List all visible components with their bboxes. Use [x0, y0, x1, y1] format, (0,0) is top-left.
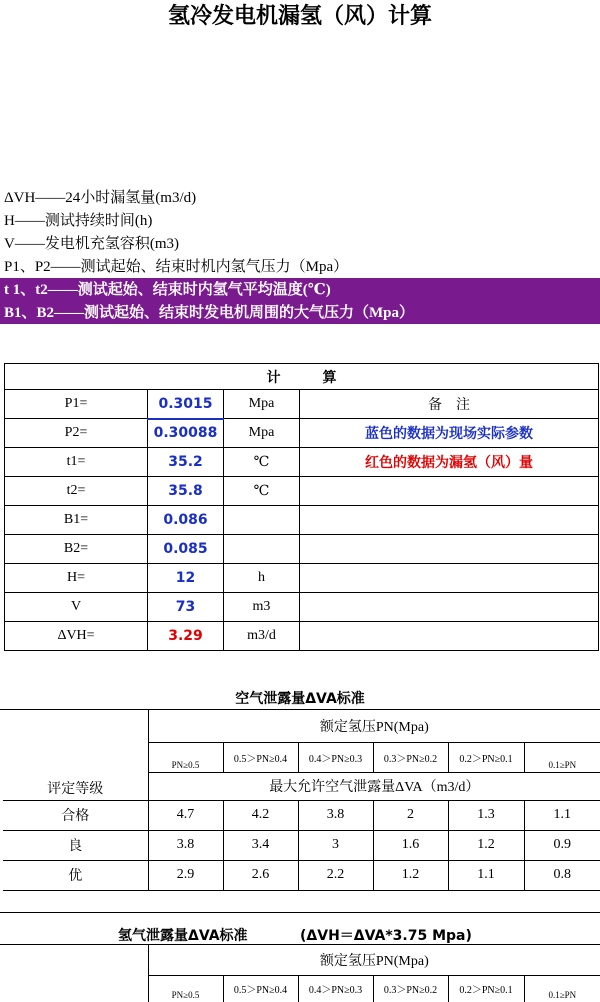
pressure-range: 0.1≥PN	[524, 742, 600, 772]
remark-empty	[300, 477, 599, 506]
h2-grade-cell	[3, 945, 148, 1002]
table-cell: 2.2	[298, 860, 373, 890]
calc-value: 0.085	[148, 535, 224, 564]
pressure-range: 0.2＞PN≥0.1	[448, 742, 524, 772]
calc-value: 73	[148, 593, 224, 622]
calc-label: P1=	[5, 390, 148, 419]
page-title: 氢冷发电机漏氢（风）计算	[167, 4, 432, 29]
pressure-header: 额定氢压PN(Mpa)	[148, 710, 600, 742]
remark-empty	[300, 506, 599, 535]
definition-v: V——发电机充氢容积(m3)	[4, 236, 179, 252]
h2-pressure-header: 额定氢压PN(Mpa)	[148, 945, 600, 975]
calc-label: V	[5, 593, 148, 622]
calc-value: 0.086	[148, 506, 224, 535]
calc-table	[4, 363, 599, 651]
table-cell: 2.6	[223, 860, 298, 890]
table-cell: 3	[298, 830, 373, 860]
table-cell: 1.3	[448, 800, 524, 830]
table-cell: 3.8	[148, 830, 223, 860]
table-cell: 1.2	[373, 860, 448, 890]
calc-label: H=	[5, 564, 148, 593]
table-cell: 4.7	[148, 800, 223, 830]
h2-table	[3, 945, 600, 1002]
calc-label: t1=	[5, 448, 148, 477]
definition-h: H——测试持续时间(h)	[4, 213, 153, 229]
calc-header: 计 算	[5, 364, 599, 390]
calc-unit: h	[224, 564, 300, 593]
calc-label: P2=	[5, 419, 148, 448]
pressure-range: 0.2＞PN≥0.1	[448, 975, 524, 1002]
grade-label: 评定等级	[3, 710, 148, 800]
table-cell: 3.8	[298, 800, 373, 830]
grade-name: 优	[3, 860, 148, 890]
calc-unit: m3	[224, 593, 300, 622]
h2-section-line	[0, 912, 600, 913]
calc-unit	[224, 535, 300, 564]
calc-label: ΔVH=	[5, 622, 148, 651]
h2-table-title: 氢气泄露量ΔVA标准	[118, 928, 248, 944]
table-cell: 0.9	[524, 830, 600, 860]
table-cell: 2	[373, 800, 448, 830]
pressure-range: 0.4＞PN≥0.3	[298, 742, 373, 772]
calc-result-value: 3.29	[148, 622, 224, 651]
calc-label: t2=	[5, 477, 148, 506]
table-cell: 1.1	[524, 800, 600, 830]
h2-table-formula: (ΔVH＝ΔVA*3.75 Mpa)	[300, 928, 472, 944]
table-cell: 1.1	[448, 860, 524, 890]
remark-empty	[300, 535, 599, 564]
table-cell: 4.2	[223, 800, 298, 830]
calc-label: B2=	[5, 535, 148, 564]
grade-name: 合格	[3, 800, 148, 830]
remark-red: 红色的数据为漏氢（风）量	[300, 448, 599, 477]
calc-label: B1=	[5, 506, 148, 535]
pressure-range: 0.3＞PN≥0.2	[373, 975, 448, 1002]
pressure-range: 0.3＞PN≥0.2	[373, 742, 448, 772]
table-cell: 3.4	[223, 830, 298, 860]
definition-b: B1、B2——测试起始、结束时发电机周围的大气压力（Mpa）	[4, 305, 415, 321]
calc-unit: ℃	[224, 477, 300, 506]
remark-empty	[300, 564, 599, 593]
pressure-range: 0.4＞PN≥0.3	[298, 975, 373, 1002]
pressure-range: PN≥0.5	[148, 742, 223, 772]
pressure-range: PN≥0.5	[148, 975, 223, 1002]
definition-dvh: ΔVH——24小时漏氢量(m3/d)	[4, 190, 197, 206]
pressure-range: 0.5＞PN≥0.4	[223, 975, 298, 1002]
max-leak-label: 最大允许空气泄露量ΔVA（m3/d）	[148, 772, 600, 800]
remark-empty	[300, 622, 599, 651]
remark-empty	[300, 593, 599, 622]
calc-value: 0.3015	[148, 390, 224, 419]
air-table-title: 空气泄露量ΔVA标准	[235, 691, 365, 707]
table-cell: 2.9	[148, 860, 223, 890]
definition-p: P1、P2——测试起始、结束时机内氢气压力（Mpa）	[4, 259, 349, 275]
pressure-range: 0.1≥PN	[524, 975, 600, 1002]
remark-blue: 蓝色的数据为现场实际参数	[300, 419, 599, 448]
air-table	[3, 710, 600, 891]
calc-unit: ℃	[224, 448, 300, 477]
table-cell: 1.6	[373, 830, 448, 860]
calc-value: 0.30088	[148, 419, 224, 448]
grade-name: 良	[3, 830, 148, 860]
table-cell: 1.2	[448, 830, 524, 860]
calc-unit: Mpa	[224, 390, 300, 419]
calc-value: 12	[148, 564, 224, 593]
calc-value: 35.8	[148, 477, 224, 506]
calc-unit: m3/d	[224, 622, 300, 651]
calc-unit	[224, 506, 300, 535]
pressure-range: 0.5＞PN≥0.4	[223, 742, 298, 772]
remarks-header: 备 注	[300, 390, 599, 419]
calc-value: 35.2	[148, 448, 224, 477]
table-cell: 0.8	[524, 860, 600, 890]
definition-t: t 1、t2——测试起始、结束时内氢气平均温度(℃)	[4, 282, 331, 298]
calc-unit: Mpa	[224, 419, 300, 448]
